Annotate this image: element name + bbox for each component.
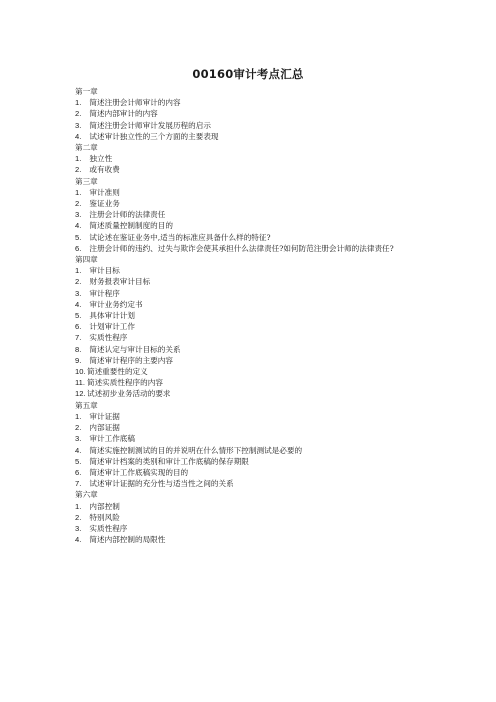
item-number: 1. xyxy=(75,154,82,164)
item-number: 8. xyxy=(75,344,82,354)
item-text: 试述初步业务活动的要求 xyxy=(87,389,171,399)
chapter-heading: 第五章 xyxy=(75,400,98,410)
item-text: 简述内部审计的内容 xyxy=(89,109,158,119)
chapter-heading: 第四章 xyxy=(75,255,98,265)
item-number: 3. xyxy=(75,434,82,444)
item-text: 审计证据 xyxy=(89,411,120,421)
list-item xyxy=(75,120,435,131)
list-item xyxy=(75,131,435,142)
item-text: 审计业务约定书 xyxy=(89,299,143,309)
item-number: 1. xyxy=(75,187,82,197)
item-text: 审计准则 xyxy=(89,187,120,197)
list-item xyxy=(75,97,435,108)
item-number: 6. xyxy=(75,243,82,253)
list-item xyxy=(75,512,435,523)
item-number: 2. xyxy=(75,512,82,522)
item-text: 内部控制 xyxy=(89,501,120,511)
item-number: 12. xyxy=(75,389,86,399)
item-text: 简述审计程序的主要内容 xyxy=(89,355,173,365)
list-item xyxy=(75,523,435,534)
item-text: 简述审计档案的类别和审计工作底稿的保存期限 xyxy=(89,456,249,466)
item-text: 简述注册会计师审计发展历程的启示 xyxy=(89,120,211,130)
item-number: 6. xyxy=(75,322,82,332)
list-item xyxy=(75,187,435,198)
item-text: 简述重要性的定义 xyxy=(87,367,148,377)
item-number: 1. xyxy=(75,98,82,108)
item-text: 试论述在鉴证业务中,适当的标准应具备什么样的特征? xyxy=(89,232,271,242)
list-item xyxy=(75,209,435,220)
list-item xyxy=(75,299,435,310)
item-text: 财务报表审计目标 xyxy=(89,277,151,287)
chapter-heading: 第六章 xyxy=(75,490,98,500)
list-item xyxy=(75,332,435,343)
item-number: 7. xyxy=(75,333,82,343)
item-text: 注册会计师的法律责任 xyxy=(89,210,166,220)
item-number: 3. xyxy=(75,288,82,298)
item-number: 2. xyxy=(75,109,82,119)
list-item xyxy=(75,321,435,332)
item-text: 简述实施控制测试的目的并说明在什么情形下控制测试是必要的 xyxy=(89,445,303,455)
list-item xyxy=(75,467,435,478)
list-item xyxy=(75,478,435,489)
item-number: 3. xyxy=(75,210,82,220)
item-text: 或有收费 xyxy=(89,165,120,175)
item-number: 2. xyxy=(75,199,82,209)
item-number: 4. xyxy=(75,445,82,455)
list-item xyxy=(75,388,435,399)
item-text: 实质性程序 xyxy=(89,333,128,343)
item-number: 2. xyxy=(75,277,82,287)
list-item xyxy=(75,422,435,433)
item-text: 简述实质性程序的内容 xyxy=(87,378,163,388)
item-number: 2. xyxy=(75,423,82,433)
item-text: 独立性 xyxy=(89,154,113,164)
item-text: 具体审计计划 xyxy=(89,311,135,321)
item-text: 简述认定与审计目标的关系 xyxy=(89,344,181,354)
list-item xyxy=(75,265,435,276)
list-item xyxy=(75,288,435,299)
item-number: 3. xyxy=(75,120,82,130)
item-number: 2. xyxy=(75,165,82,175)
list-item xyxy=(75,198,435,209)
list-item xyxy=(75,310,435,321)
list-item xyxy=(75,276,435,287)
list-item xyxy=(75,243,435,254)
list-item xyxy=(75,344,435,355)
item-text: 简述注册会计师审计的内容 xyxy=(89,98,181,108)
item-text: 审计工作底稿 xyxy=(89,434,135,444)
list-item xyxy=(75,433,435,444)
item-number: 4. xyxy=(75,131,82,141)
item-text: 审计目标 xyxy=(89,266,120,276)
list-item xyxy=(75,220,435,231)
item-number: 4. xyxy=(75,299,82,309)
item-number: 5. xyxy=(75,311,82,321)
item-text: 试述审计独立性的三个方面的主要表现 xyxy=(89,131,219,141)
item-text: 实质性程序 xyxy=(89,523,128,533)
document-body xyxy=(75,86,435,545)
chapter-heading: 第三章 xyxy=(75,176,98,186)
item-number: 11. xyxy=(75,378,85,388)
item-text: 计划审计工作 xyxy=(89,322,135,332)
list-item xyxy=(75,108,435,119)
item-number: 5. xyxy=(75,232,82,242)
item-text: 简述内部控制的局限性 xyxy=(89,535,166,545)
list-item xyxy=(75,232,435,243)
item-number: 5. xyxy=(75,456,82,466)
item-text: 试述审计证据的充分性与适当性之间的关系 xyxy=(89,479,234,489)
chapter-heading: 第一章 xyxy=(75,87,98,96)
item-text: 注册会计师的违约、过失与欺诈会使其承担什么法律责任?如何防范注册会计师的法律责任? xyxy=(89,243,394,253)
list-item xyxy=(75,411,435,422)
item-text: 特别风险 xyxy=(89,512,120,522)
list-item xyxy=(75,534,435,545)
item-number: 9. xyxy=(75,355,82,365)
list-item xyxy=(75,164,435,175)
list-item xyxy=(75,456,435,467)
list-item xyxy=(75,153,435,164)
item-text: 简述审计工作底稿实现的目的 xyxy=(89,467,189,477)
item-number: 4. xyxy=(75,221,82,231)
list-item xyxy=(75,445,435,456)
item-number: 3. xyxy=(75,523,82,533)
list-item xyxy=(75,355,435,366)
item-number: 1. xyxy=(75,501,82,511)
list-item xyxy=(75,366,435,377)
item-number: 1. xyxy=(75,266,82,276)
item-number: 7. xyxy=(75,479,82,489)
item-number: 6. xyxy=(75,467,82,477)
document-title: 00160审计考点汇总 xyxy=(192,67,304,81)
item-text: 简述质量控制制度的目的 xyxy=(89,221,173,231)
item-number: 1. xyxy=(75,411,82,421)
item-number: 10. xyxy=(75,367,86,377)
list-item xyxy=(75,377,435,388)
chapter-heading: 第二章 xyxy=(75,143,98,153)
item-text: 鉴证业务 xyxy=(89,199,120,209)
item-text: 内部证据 xyxy=(89,423,120,433)
list-item xyxy=(75,501,435,512)
item-text: 审计程序 xyxy=(89,288,120,298)
item-number: 4. xyxy=(75,535,82,545)
